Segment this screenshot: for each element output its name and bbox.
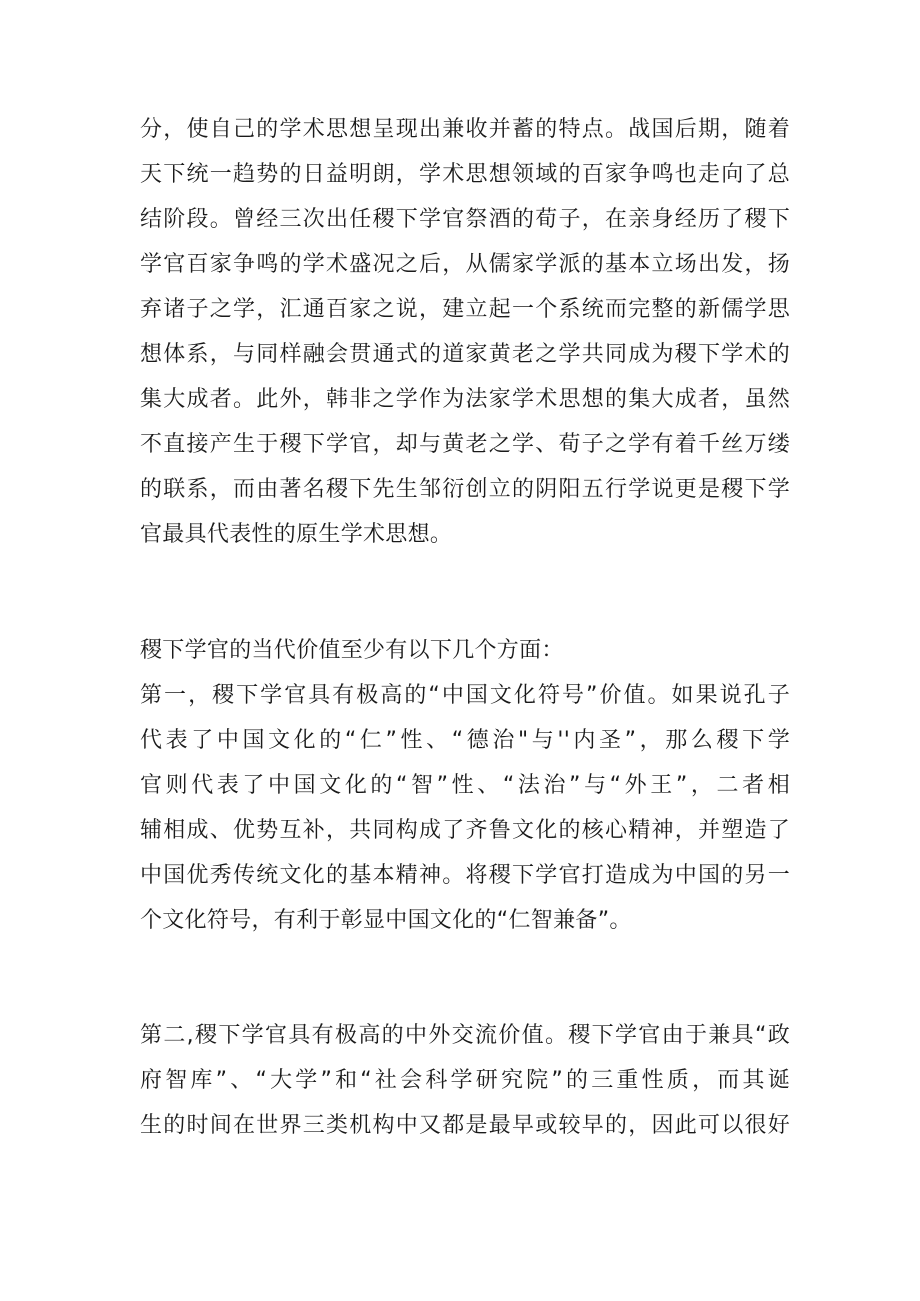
intro-line: 稷下学官的当代价值至少有以下几个方面：: [140, 638, 564, 663]
paragraph-2-line-2: 代表了中国文化的“仁”性、“德治"与''内圣”，那么稷下学: [140, 728, 790, 753]
paragraph-3-line-1: 第二,稷下学官具有极高的中外交流价值。稷下学官由于兼具“政: [140, 1023, 790, 1048]
paragraph-1-line-3: 结阶段。曾经三次出任稷下学官祭酒的荀子，在亲身经历了稷下: [140, 207, 790, 232]
paragraph-3-line-2: 府智库”、“大学”和“社会科学研究院”的三重性质，而其诞: [140, 1068, 790, 1093]
paragraph-3-line-3: 生的时间在世界三类机构中又都是最早或较早的，因此可以很好: [140, 1113, 790, 1138]
paragraph-1-line-2: 天下统一趋势的日益明朗，学术思想领域的百家争鸣也走向了总: [140, 162, 790, 187]
paragraph-2-line-6: 个文化符号，有利于彰显中国文化的“仁智兼备”。: [140, 908, 632, 933]
paragraph-2-line-5: 中国优秀传统文化的基本精神。将稷下学官打造成为中国的另一: [140, 863, 790, 888]
paragraph-2-line-3: 官则代表了中国文化的“智”性、“法治”与“外王”，二者相: [140, 773, 790, 798]
paragraph-1-line-8: 不直接产生于稷下学官，却与黄老之学、荀子之学有着千丝万缕: [140, 432, 790, 457]
paragraph-1-line-10: 官最具代表性的原生学术思想。: [140, 522, 453, 547]
paragraph-1-line-1: 分，使自己的学术思想呈现出兼收并蓄的特点。战国后期，随着: [140, 117, 790, 142]
paragraph-2-line-1: 第一，稷下学官具有极高的“中国文化符号”价值。如果说孔子: [140, 683, 790, 708]
paragraph-1-line-4: 学官百家争鸣的学术盛况之后，从儒家学派的基本立场出发，扬: [140, 252, 790, 277]
paragraph-1-line-7: 集大成者。此外，韩非之学作为法家学术思想的集大成者，虽然: [140, 387, 790, 412]
paragraph-2-line-4: 辅相成、优势互补，共同构成了齐鲁文化的核心精神，并塑造了: [140, 818, 790, 843]
paragraph-1-line-6: 想体系，与同样融会贯通式的道家黄老之学共同成为稷下学术的: [140, 342, 790, 367]
paragraph-1-line-9: 的联系，而由著名稷下先生邹衍创立的阴阳五行学说更是稷下学: [140, 477, 790, 502]
paragraph-1-line-5: 弃诸子之学，汇通百家之说，建立起一个系统而完整的新儒学思: [140, 297, 790, 322]
